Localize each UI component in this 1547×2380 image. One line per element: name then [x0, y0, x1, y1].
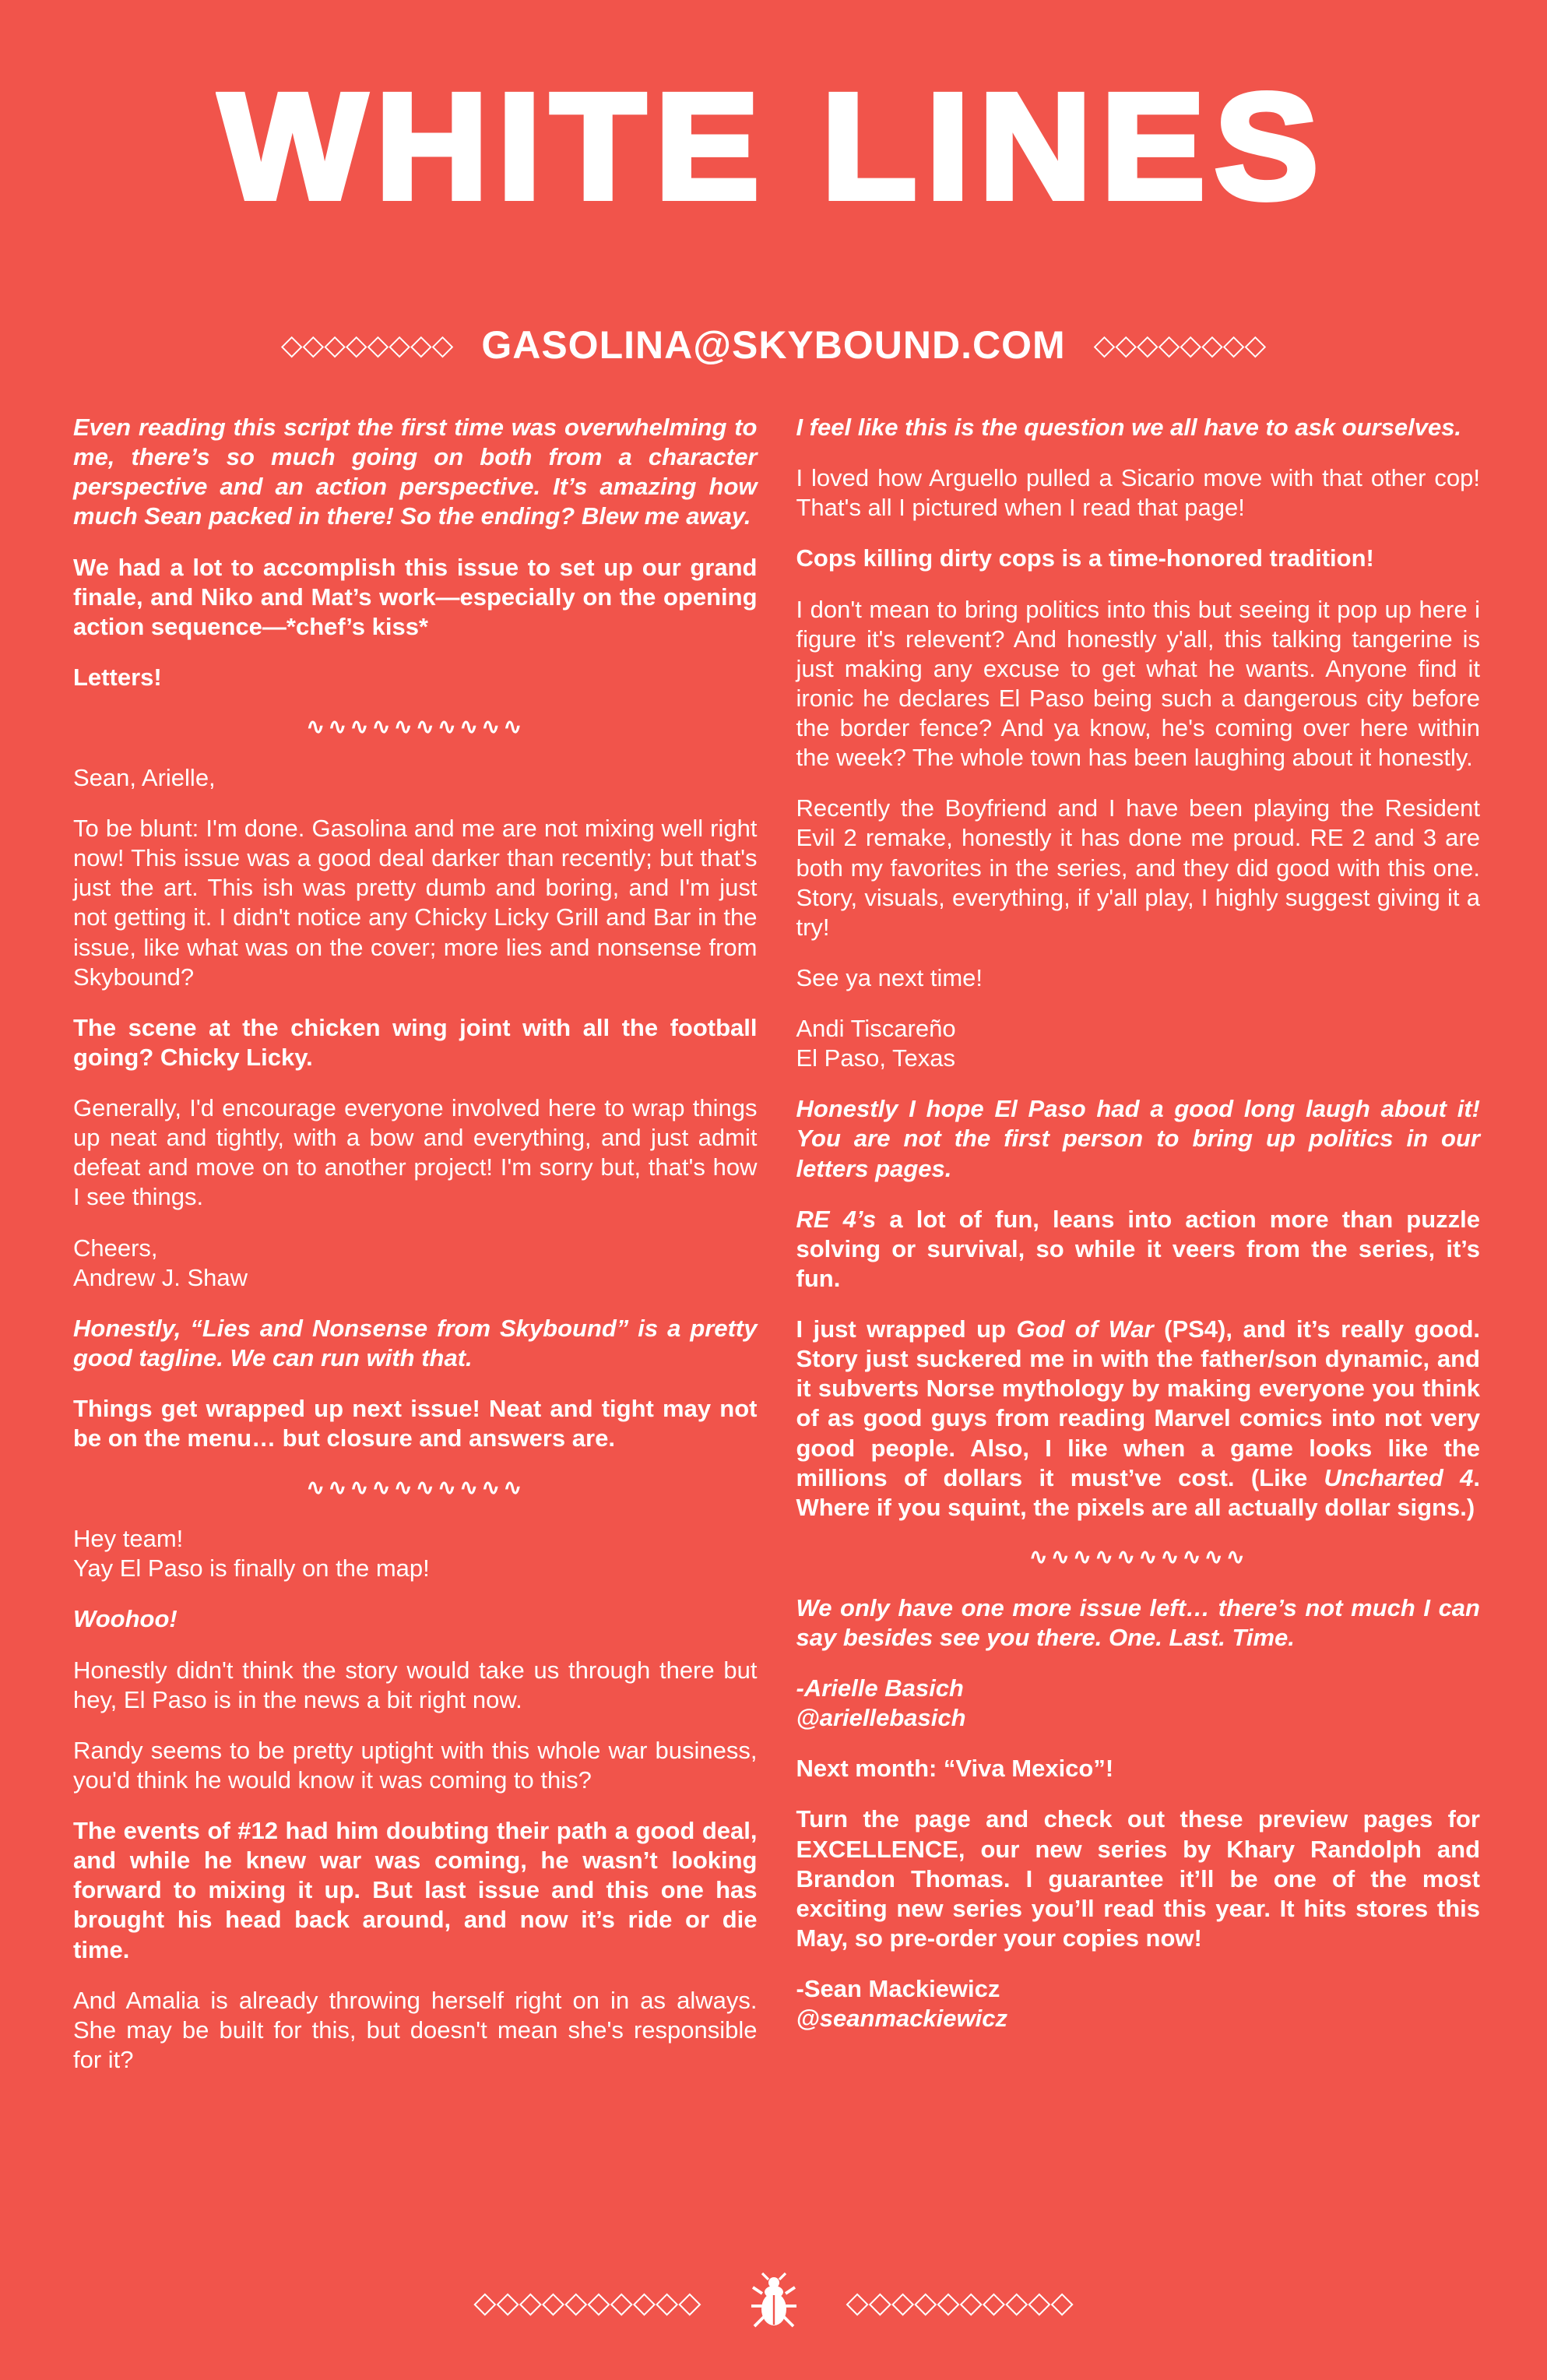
masthead: [0, 0, 1547, 230]
squiggle-divider: ∿∿∿∿∿∿∿∿∿∿: [1028, 1544, 1248, 1570]
letter-text: Randy seems to be pretty uptight with this whole war business, you'd think he would know it was coming to this?: [73, 1736, 758, 1794]
contact-email: GASOLINA@SKYBOUND.COM: [481, 323, 1066, 367]
editor-response: I just wrapped up God of War (PS4), and it’s really good. Story just suckered me in with the father/son dynamic, and it subverts Norse mythology by making everyone you think of as good guys from reading Marvel comics into not very good people. Also, I like when a game looks like the millions of dollars it must’ve cost. (Like Uncharted 4. Where if you squint, the pixels are all actually dollar signs.): [796, 1315, 1480, 1521]
diamond-chain-icon: ◇◇◇◇◇◇◇◇: [1093, 329, 1267, 361]
editor-response: Cops killing dirty cops is a time-honored tradition!: [796, 544, 1374, 572]
letter-text: See ya next time!: [796, 963, 983, 991]
squiggle-divider: ∿∿∿∿∿∿∿∿∿∿: [305, 714, 525, 740]
letter-text: Generally, I'd encourage everyone involved here to wrap things up neat and tightly, with a bow and everything, and just admit defeat and move on to another project! I'm sorry but, that's how I see things.: [73, 1094, 758, 1211]
diamond-chain-icon: ◇◇◇◇◇◇◇◇◇◇: [473, 2287, 701, 2319]
diamond-chain-icon: ◇◇◇◇◇◇◇◇◇◇: [846, 2287, 1074, 2319]
right-column: [796, 413, 1481, 2096]
editor-response: I feel like this is the question we all have to ask ourselves.: [796, 414, 1462, 441]
diamond-chain-icon: ◇◇◇◇◇◇◇◇: [280, 329, 454, 361]
squiggle-divider: ∿∿∿∿∿∿∿∿∿∿: [305, 1475, 525, 1502]
editor-response: Even reading this script the first time was overwhelming to me, there’s so much going on both from a character perspective and an action perspective. It’s amazing how much Sean packed in there! So the ending? Blew me away.: [73, 414, 758, 530]
letter-text: Hey team! Yay El Paso is finally on the map!: [73, 1525, 430, 1583]
editor-response: -Sean Mackiewicz @seanmackiewicz: [796, 1975, 1007, 2033]
editor-response: Turn the page and check out these preview pages for EXCELLENCE, our new series by Khary Randolph and Brandon Thomas. I guarantee it’ll be one of the most exciting new series you’ll read this year. It hits stores this May, so pre-order your copies now!: [796, 1805, 1480, 1952]
letter-text: Honestly didn't think the story would take us through there but hey, El Paso is in the news a bit right now.: [73, 1656, 758, 1713]
letter-text: I loved how Arguello pulled a Sicario move with that other cop! That's all I pictured when I read that page!: [796, 464, 1480, 522]
letter-text: Recently the Boyfriend and I have been playing the Resident Evil 2 remake, honestly it has done me proud. RE 2 and 3 are both my favorites in the series, and they did good with this one. Story, visuals, everything, if y'all play, I highly suggest giving it a try!: [796, 794, 1480, 941]
editor-response: Next month: “Viva Mexico”!: [796, 1755, 1114, 1783]
letter-text: To be blunt: I'm done. Gasolina and me are not mixing well right now! This issue was a good deal darker than recently; but that's just the art. This ish was pretty dumb and boring, and I'm just not getting it. I didn't notice any Chicky Licky Grill and Bar in the issue, like what was on the cover; more lies and nonsense from Skybound?: [73, 815, 758, 991]
editor-response: The scene at the chicken wing joint with all the football going? Chicky Licky.: [73, 1013, 758, 1071]
contact-row: [0, 322, 1547, 368]
scarab-icon: [751, 2272, 796, 2333]
page-title: WHITE LINES: [219, 62, 1328, 230]
letter-text: Cheers, Andrew J. Shaw: [73, 1234, 248, 1291]
editor-response: We had a lot to accomplish this issue to set up our grand finale, and Niko and Mat’s work—especially on the opening action sequence—*chef’s kiss*: [73, 553, 758, 640]
editor-response: Things get wrapped up next issue! Neat and tight may not be on the menu… but closure and answers are.: [73, 1395, 758, 1452]
letter-text: I don't mean to bring politics into this but seeing it pop up here i figure it's relevent? And honestly y'all, this talking tangerine is just making any excuse to get what he wants. Anyone find it ironic he declares El Paso being such a dangerous city before the border fence? And ya know, he's coming over here within the week? The whole town has been laughing about it honestly.: [796, 595, 1480, 772]
editor-response: The events of #12 had him doubting their path a good deal, and while he knew war was coming, he wasn’t looking forward to mixing it up. But last issue and this one has brought his head back around, and now it’s ride or die time.: [73, 1817, 758, 1963]
editor-response: RE 4’s a lot of fun, leans into action more than puzzle solving or survival, so while it veers from the series, it’s fun.: [796, 1205, 1480, 1292]
editor-response: Woohoo!: [73, 1605, 178, 1633]
letter-text: Sean, Arielle,: [73, 763, 216, 791]
letter-text: Andi Tiscareño El Paso, Texas: [796, 1015, 956, 1072]
editor-response: -Arielle Basich @ariellebasich: [796, 1674, 966, 1732]
left-column: [73, 413, 758, 2096]
footer: [0, 2272, 1547, 2333]
editor-response: Honestly I hope El Paso had a good long laugh about it! You are not the first person to bring up politics in our letters pages.: [796, 1095, 1480, 1182]
letters-columns: [0, 368, 1547, 2096]
editor-response: We only have one more issue left… there’s not much I can say besides see you there. One. Last. Time.: [796, 1593, 1480, 1651]
editor-response: Letters!: [73, 663, 162, 691]
letter-text: And Amalia is already throwing herself right on in as always. She may be built for this, but doesn't mean she's responsible for it?: [73, 1986, 758, 2073]
editor-response: Honestly, “Lies and Nonsense from Skybound” is a pretty good tagline. We can run with that.: [73, 1314, 758, 1371]
